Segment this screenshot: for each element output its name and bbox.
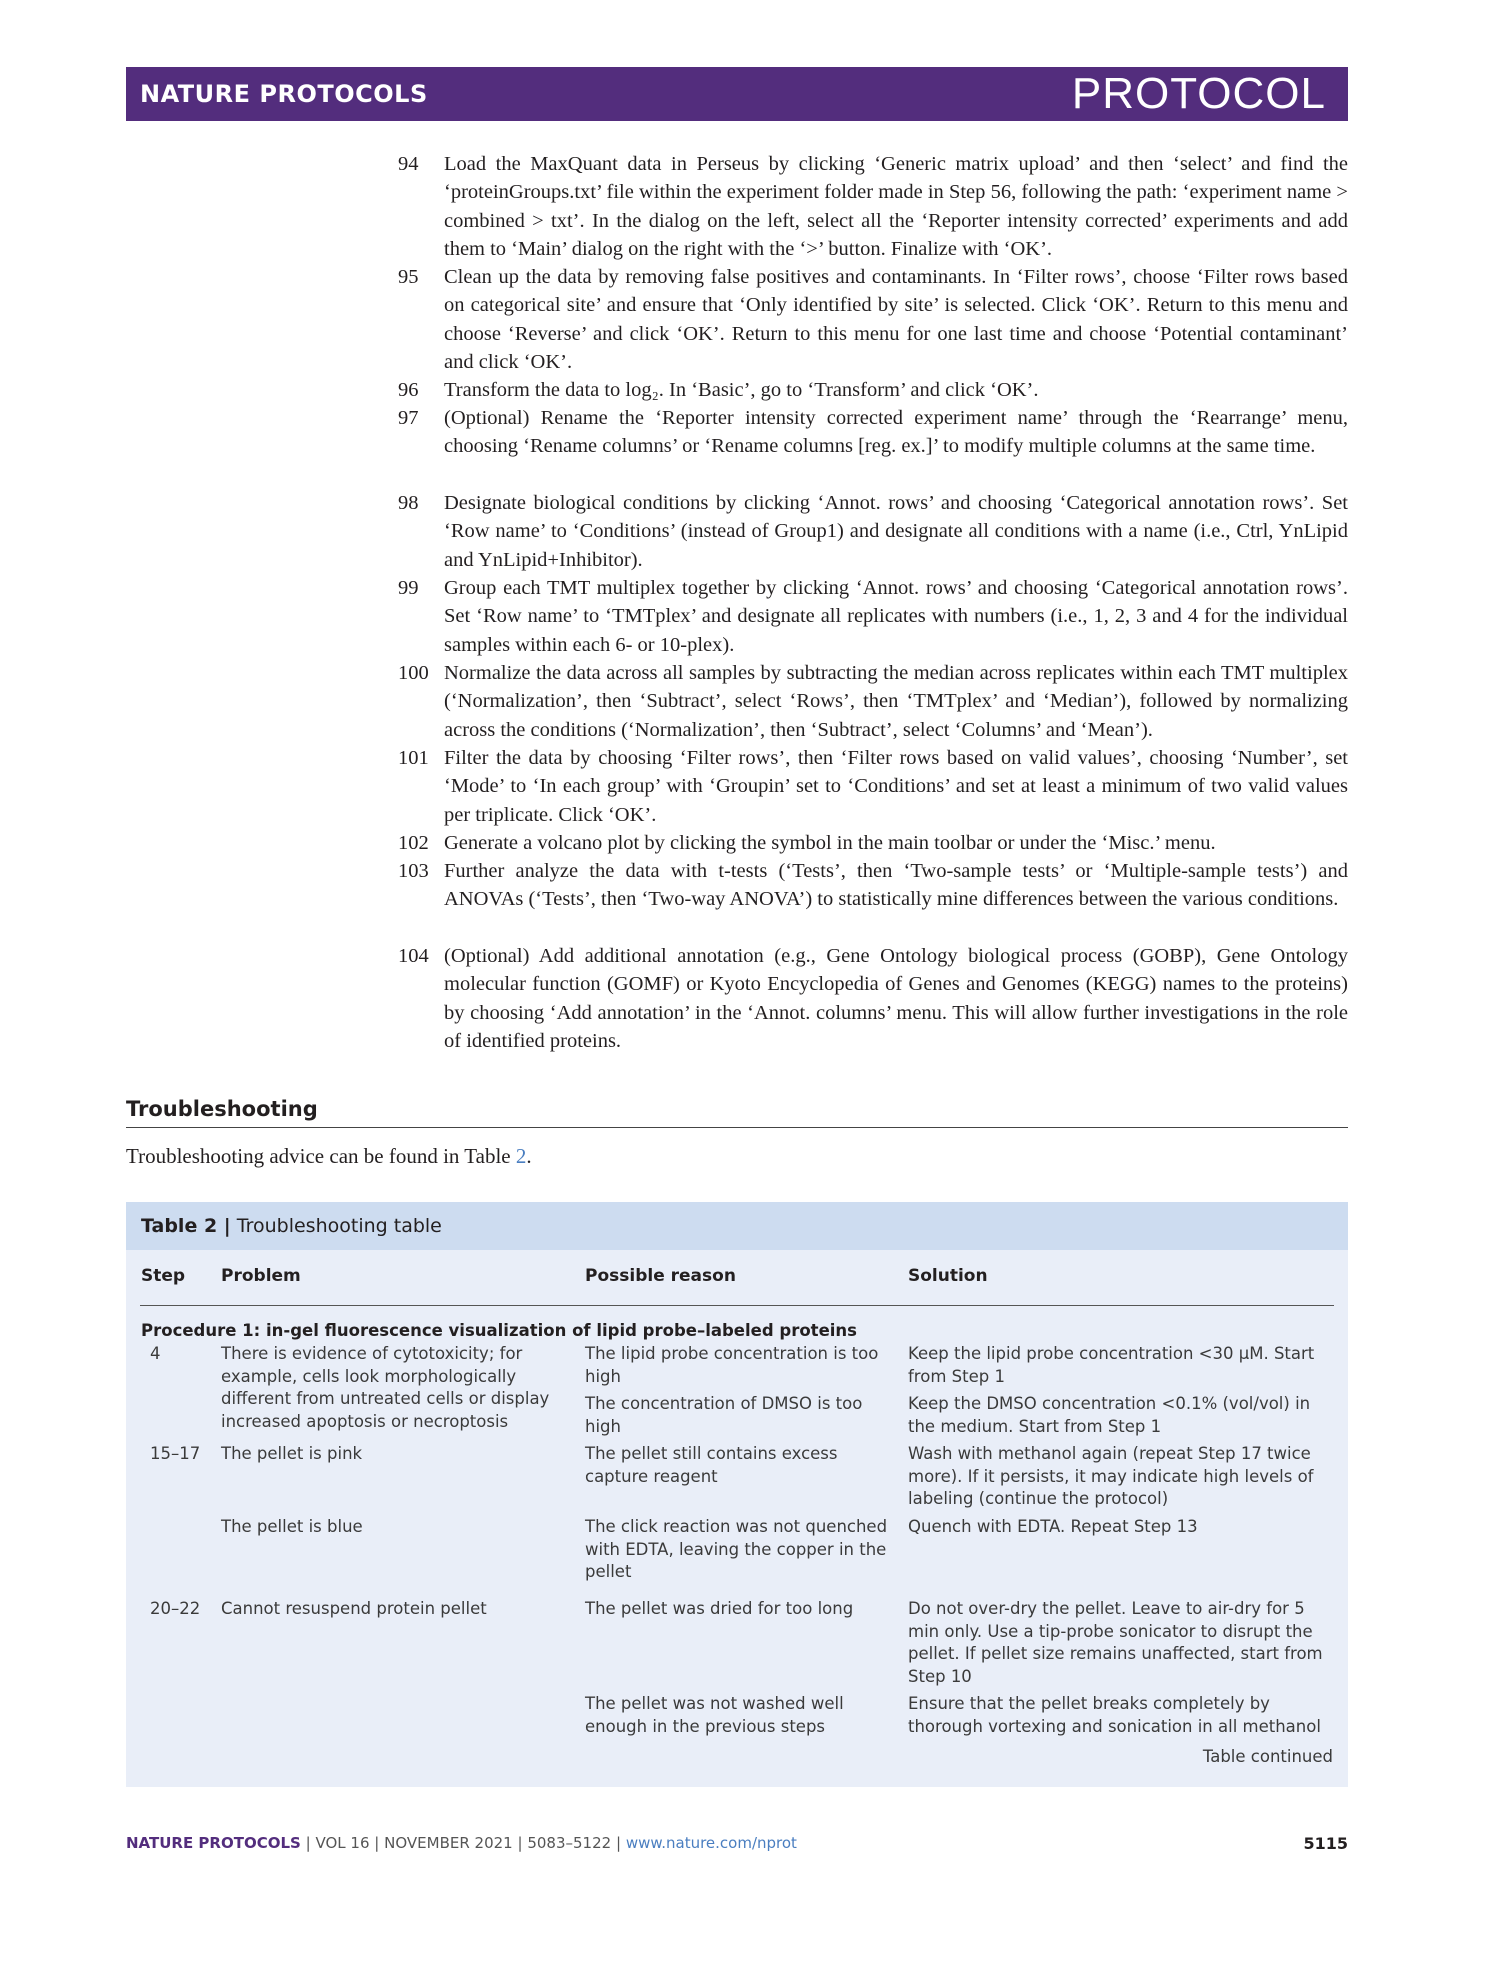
col-header-reason: Possible reason bbox=[585, 1266, 736, 1286]
procedure-steps bbox=[398, 150, 1348, 1055]
cell-reason: The pellet still contains excess capture reagent bbox=[585, 1444, 838, 1486]
footer-separator: | bbox=[374, 1834, 380, 1852]
cell-reason: The lipid probe concentration is too high bbox=[585, 1344, 879, 1386]
cell-reason: The pellet was dried for too long bbox=[585, 1599, 854, 1618]
table-title: Troubleshooting table bbox=[236, 1215, 442, 1237]
cell-solution: Do not over-dry the pellet. Leave to air-dry for 5 min only. Use a tip-probe sonicator to disrupt the pellet. If pellet size remains unaffected, start from Step 10 bbox=[908, 1599, 1323, 1686]
cell-solution: Keep the lipid probe concentration <30 μM. Start from Step 1 bbox=[908, 1344, 1315, 1386]
cell-solution: Ensure that the pellet breaks completely by thorough vortexing and sonication in all methanol bbox=[908, 1694, 1321, 1736]
footer-url-link[interactable]: www.nature.com/nprot bbox=[625, 1834, 797, 1852]
step-item bbox=[398, 659, 1348, 744]
step-item bbox=[398, 857, 1348, 942]
cell-problem: There is evidence of cytotoxicity; for example, cells look morphologically different from untreated cells or display increased apoptosis or necroptosis bbox=[221, 1344, 550, 1431]
step-item bbox=[398, 574, 1348, 659]
cell-reason: The pellet was not washed well enough in the previous steps bbox=[585, 1694, 844, 1736]
troubleshooting-sentence: Troubleshooting advice can be found in Table bbox=[126, 1144, 511, 1168]
step-number: 99 bbox=[398, 577, 419, 599]
step-number: 96 bbox=[398, 379, 419, 401]
footer-separator: | bbox=[615, 1834, 622, 1852]
footer-date: NOVEMBER 2021 bbox=[384, 1834, 513, 1852]
step-item bbox=[398, 489, 1348, 574]
step-text: Group each TMT multiplex together by clicking ‘Annot. rows’ and choosing ‘Categorical annotation rows’. Set ‘Row name’ to ‘TMTplex’ and designate all replicates with numbers (i.e., 1, 2, 3 and 4 for the individual samples within each 6- or 10-plex). bbox=[444, 577, 1348, 656]
footer-journal: NATURE PROTOCOLS bbox=[126, 1834, 301, 1852]
cell-reason: The concentration of DMSO is too high bbox=[585, 1394, 863, 1436]
troubleshooting-text bbox=[126, 1144, 532, 1169]
step-item bbox=[398, 942, 1348, 1055]
step-item bbox=[398, 263, 1348, 376]
journal-name: NATURE PROTOCOLS bbox=[140, 80, 428, 108]
step-number: 97 bbox=[398, 407, 419, 429]
cell-step: 4 bbox=[150, 1344, 161, 1363]
table-title-bar bbox=[126, 1202, 1348, 1250]
step-number: 100 bbox=[398, 662, 429, 684]
footer-separator: | bbox=[517, 1834, 523, 1852]
cell-solution: Wash with methanol again (repeat Step 17 twice more). If it persists, it may indicate high levels of labeling (continue the protocol) bbox=[908, 1444, 1314, 1508]
step-number: 101 bbox=[398, 747, 429, 769]
step-item bbox=[398, 829, 1348, 857]
step-text: Transform the data to log₂. In ‘Basic’, go to ‘Transform’ and click ‘OK’. bbox=[444, 379, 1039, 401]
cell-problem: The pellet is blue bbox=[221, 1517, 363, 1536]
step-text: (Optional) Rename the ‘Reporter intensity corrected experiment name’ through the ‘Rearrange’ menu, choosing ‘Rename columns’ or ‘Rename columns [reg. ex.]’ to modify multiple columns at the same time. bbox=[444, 407, 1348, 458]
col-header-solution: Solution bbox=[908, 1266, 988, 1286]
procedure-heading: Procedure 1: in-gel fluorescence visualization of lipid probe–labeled proteins bbox=[141, 1321, 857, 1340]
footer-volume: VOL 16 bbox=[315, 1834, 370, 1852]
step-number: 103 bbox=[398, 860, 429, 882]
step-number: 95 bbox=[398, 266, 419, 288]
step-text: Further analyze the data with t-tests (‘Tests’, then ‘Two-sample tests’ or ‘Multiple-sample tests’) and ANOVAs (‘Tests’, then ‘Two-way ANOVA’) to statistically mine differences between the various conditions. bbox=[444, 860, 1348, 911]
table-continued-note: Table continued bbox=[1202, 1747, 1333, 1766]
col-header-problem: Problem bbox=[221, 1266, 301, 1286]
cell-step: 15–17 bbox=[150, 1444, 201, 1463]
table-reference-link[interactable]: 2 bbox=[515, 1144, 527, 1168]
cell-solution: Quench with EDTA. Repeat Step 13 bbox=[908, 1517, 1198, 1536]
step-text: Load the MaxQuant data in Perseus by clicking ‘Generic matrix upload’ and then ‘select’ and find the ‘proteinGroups.txt’ file within the experiment folder made in Step 56, following the path: ‘experiment name > combined > txt’. In the dialog on the left, select all the ‘Reporter intensity corrected’ experiments and add them to ‘Main’ dialog on the right with the ‘>’ button. Finalize with ‘OK’. bbox=[444, 153, 1348, 260]
page-number: 5115 bbox=[1303, 1834, 1348, 1853]
step-text: Clean up the data by removing false positives and contaminants. In ‘Filter rows’, choose ‘Filter rows based on categorical site’ and ensure that ‘Only identified by site’ is selected. Click ‘OK’. Return to this menu and choose ‘Reverse’ and click ‘OK’. Return to this menu for one last time and choose ‘Potential contaminant’ and click ‘OK’. bbox=[444, 266, 1348, 373]
step-number: 104 bbox=[398, 945, 429, 967]
troubleshooting-heading: Troubleshooting bbox=[126, 1097, 1348, 1128]
table-label: Table 2 | bbox=[141, 1215, 231, 1237]
footer-separator: | bbox=[305, 1834, 311, 1852]
step-number: 94 bbox=[398, 153, 419, 175]
step-item bbox=[398, 744, 1348, 829]
troubleshooting-table bbox=[126, 1202, 1348, 1787]
sentence-end: . bbox=[526, 1144, 532, 1168]
step-item bbox=[398, 376, 1348, 404]
journal-header bbox=[126, 67, 1348, 121]
step-item bbox=[398, 150, 1348, 263]
cell-problem: The pellet is pink bbox=[221, 1444, 363, 1463]
article-type: PROTOCOL bbox=[1071, 69, 1326, 118]
step-number: 102 bbox=[398, 832, 429, 854]
header-divider bbox=[140, 1305, 1334, 1306]
step-number: 98 bbox=[398, 492, 419, 514]
footer-pages: 5083–5122 bbox=[527, 1834, 612, 1852]
step-item bbox=[398, 404, 1348, 489]
col-header-step: Step bbox=[141, 1266, 186, 1286]
cell-step: 20–22 bbox=[150, 1599, 201, 1618]
cell-problem: Cannot resuspend protein pellet bbox=[221, 1599, 487, 1618]
step-text: Filter the data by choosing ‘Filter rows’, then ‘Filter rows based on valid values’, choosing ‘Number’, set ‘Mode’ to ‘In each group’ with ‘Groupin’ set to ‘Conditions’ and set at least a minimum of two valid values per triplicate. Click ‘OK’. bbox=[444, 747, 1348, 826]
step-text: (Optional) Add additional annotation (e.g., Gene Ontology biological process (GOBP), Gene Ontology molecular function (GOMF) or Kyoto Encyclopedia of Genes and Genomes (KEGG) names to the proteins) by choosing ‘Add annotation’ in the ‘Annot. columns’ menu. This will allow further investigations in the role of identified proteins. bbox=[444, 945, 1348, 1052]
cell-reason: The click reaction was not quenched with EDTA, leaving the copper in the pellet bbox=[585, 1517, 888, 1581]
cell-solution: Keep the DMSO concentration <0.1% (vol/vol) in the medium. Start from Step 1 bbox=[908, 1394, 1311, 1436]
step-text: Normalize the data across all samples by subtracting the median across replicates within each TMT multiplex (‘Normalization’, then ‘Subtract’, select ‘Rows’, then ‘TMTplex’ and ‘Median’), followed by normalizing across the conditions (‘Normalization’, then ‘Subtract’, select ‘Columns’ and ‘Mean’). bbox=[444, 662, 1348, 741]
page-footer bbox=[126, 1834, 1348, 1852]
step-text: Generate a volcano plot by clicking the symbol in the main toolbar or under the ‘Misc.’ menu. bbox=[444, 832, 1216, 854]
step-text: Designate biological conditions by clicking ‘Annot. rows’ and choosing ‘Categorical annotation rows’. Set ‘Row name’ to ‘Conditions’ (instead of Group1) and designate all conditions with a name (i.e., Ctrl, YnLipid and YnLipid+Inhibitor). bbox=[444, 492, 1348, 571]
